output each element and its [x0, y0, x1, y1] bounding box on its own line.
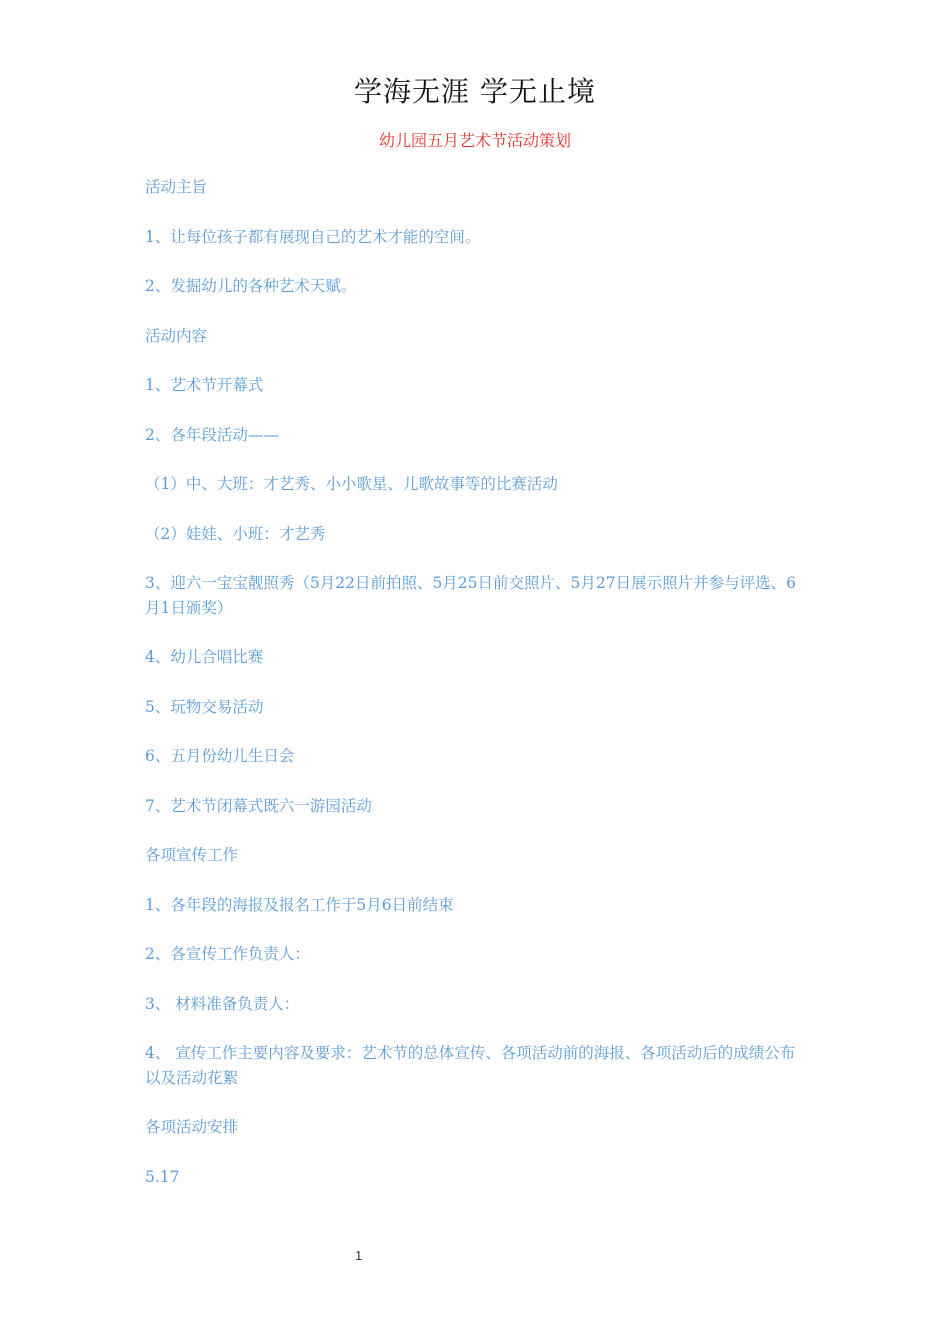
- paragraph: 2、各年段活动——: [145, 425, 279, 444]
- paragraph: 7、艺术节闭幕式既六一游园活动: [145, 796, 372, 815]
- paragraph: 1、各年段的海报及报名工作于5月6日前结束: [145, 895, 454, 914]
- paragraph: （1）中、大班：才艺秀、小小歌星、儿歌故事等的比赛活动: [145, 475, 558, 493]
- paragraph: 1、艺术节开幕式: [145, 376, 264, 394]
- paragraph: 2、各宣传工作负责人：: [145, 945, 310, 963]
- header-title: 学海无涯 学无止境: [354, 75, 596, 108]
- paragraph: （2）娃娃、小班：才艺秀: [145, 524, 326, 543]
- paragraph: 1、让每位孩子都有展现自己的艺术才能的空间。: [145, 227, 481, 246]
- paragraph: 2、发掘幼儿的各种艺术天赋。: [145, 277, 357, 295]
- section-heading-schedule: 各项活动安排: [145, 1118, 239, 1136]
- paragraph: 5、玩物交易活动: [145, 697, 264, 716]
- paragraph: 6、五月份幼儿生日会: [145, 747, 295, 765]
- page-number: 1: [355, 1248, 363, 1263]
- section-heading-publicity: 各项宣传工作: [145, 846, 239, 864]
- paragraph: 4、幼儿合唱比赛: [145, 648, 264, 666]
- document-title: 幼儿园五月艺术节活动策划: [378, 131, 571, 150]
- section-heading-purpose: 活动主旨: [145, 178, 208, 196]
- section-heading-content: 活动内容: [145, 326, 208, 345]
- paragraph: 3、 材料准备负责人：: [145, 994, 300, 1013]
- document-body: [145, 175, 810, 1214]
- paragraph: 4、 宣传工作主要内容及要求：艺术节的总体宣传、各项活动前的海报、各项活动后的成绩公布以及活动花絮: [145, 1044, 796, 1087]
- paragraph: 5.17: [145, 1167, 180, 1186]
- paragraph: 3、迎六一宝宝靓照秀（5月22日前拍照、5月25日前交照片、5月27日展示照片并参与评选、6月1日颁奖）: [145, 574, 796, 617]
